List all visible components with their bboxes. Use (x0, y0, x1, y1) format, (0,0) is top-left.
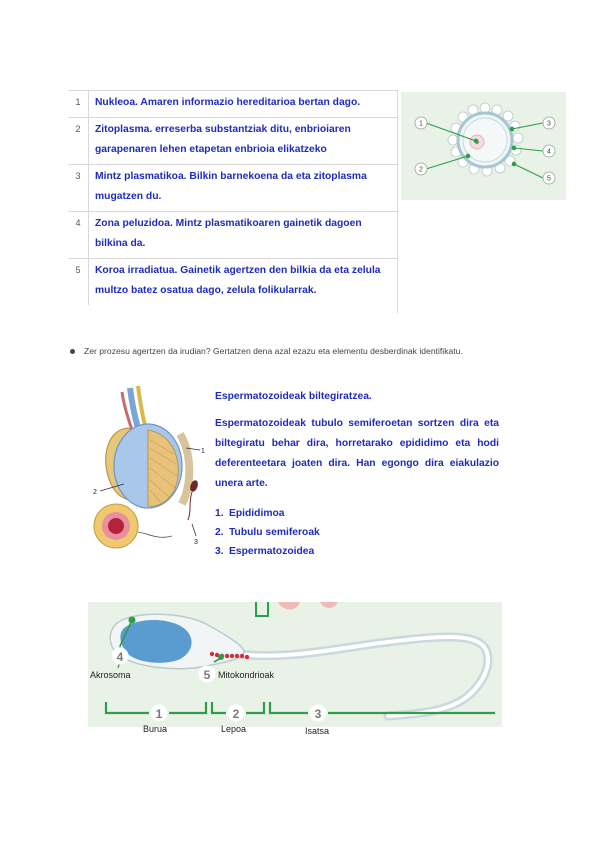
row-number: 4 (68, 212, 89, 259)
testis-epididymis-diagram (88, 384, 206, 560)
sperm-label-head: Burua (143, 724, 168, 734)
row-number: 5 (68, 259, 89, 306)
ovum-parts-table (68, 90, 398, 305)
row-text: Koroa irradiatua. Gainetik agertzen den bilkia da eta zelula multzo batez osatua dago, zelula folikularrak. (89, 259, 399, 306)
row-number: 1 (68, 91, 89, 118)
table-row (68, 118, 398, 165)
table-divider (397, 90, 398, 313)
sperm-label-acrosome: Akrosoma (90, 670, 131, 680)
list-item: 1. Epididimoa (215, 508, 285, 519)
testis-label-1: 1 (201, 448, 205, 455)
sperm-structure-diagram (88, 602, 502, 727)
ovum-label-2: 2 (419, 166, 423, 174)
ovum-label-3: 3 (547, 120, 551, 128)
row-text: Mintz plasmatikoa. Bilkin barnekoena da eta zitoplasma mugatzen du. (89, 165, 399, 212)
sperm-label-5-number: 5 (203, 668, 211, 682)
ovum-label-5: 5 (547, 175, 551, 183)
sperm-label-2-number: 2 (232, 707, 240, 721)
table-row (68, 259, 398, 306)
testis-label-3: 3 (194, 539, 198, 546)
row-number: 3 (68, 165, 89, 212)
answer-list (215, 504, 499, 561)
ovum-diagram (401, 92, 566, 200)
testis-label-2: 2 (93, 489, 97, 496)
row-text: Nukleoa. Amaren informazio hereditarioa bertan dago. (89, 91, 399, 118)
bullet-point (70, 349, 75, 354)
sperm-label-1-number: 1 (155, 707, 163, 721)
list-item: 3. Espermatozoidea (215, 546, 315, 557)
sperm-label-mitochondria: Mitokondrioak (218, 670, 275, 680)
row-text: Zitoplasma. erreserba substantziak ditu, enbrioiaren garapenaren lehen etapetan enbrioia elikatzeko (89, 118, 399, 165)
row-number: 2 (68, 118, 89, 165)
row-text: Zona peluzidoa. Mintz plasmatikoaren gainetik dagoen bilkina da. (89, 212, 399, 259)
answer-block (215, 390, 499, 561)
table-row (68, 165, 398, 212)
list-item: 2. Tubulu semiferoak (215, 527, 320, 538)
table-row (68, 212, 398, 259)
sperm-label-3-number: 3 (314, 707, 322, 721)
sperm-label-neck: Lepoa (221, 724, 247, 734)
ovum-label-4: 4 (547, 148, 551, 156)
sperm-label-4-number: 4 (116, 650, 124, 664)
answer-paragraph: Espermatozoideak tubulo semiferoetan sortzen dira eta biltegiratu behar dira, horretarako epididimo eta hodi deferenteetara joaten dira. Han egongo dira eiakulazio unera arte. (215, 418, 499, 489)
answer-heading: Espermatozoideak biltegiratzea. (215, 391, 372, 402)
question-text: Zer prozesu agertzen da irudian? Gertatzen dena azal ezazu eta elementu desberdinak identifikatu. (84, 346, 463, 356)
sperm-label-tail: Isatsa (305, 726, 330, 736)
table-row (68, 91, 398, 118)
ovum-label-1: 1 (419, 120, 423, 128)
